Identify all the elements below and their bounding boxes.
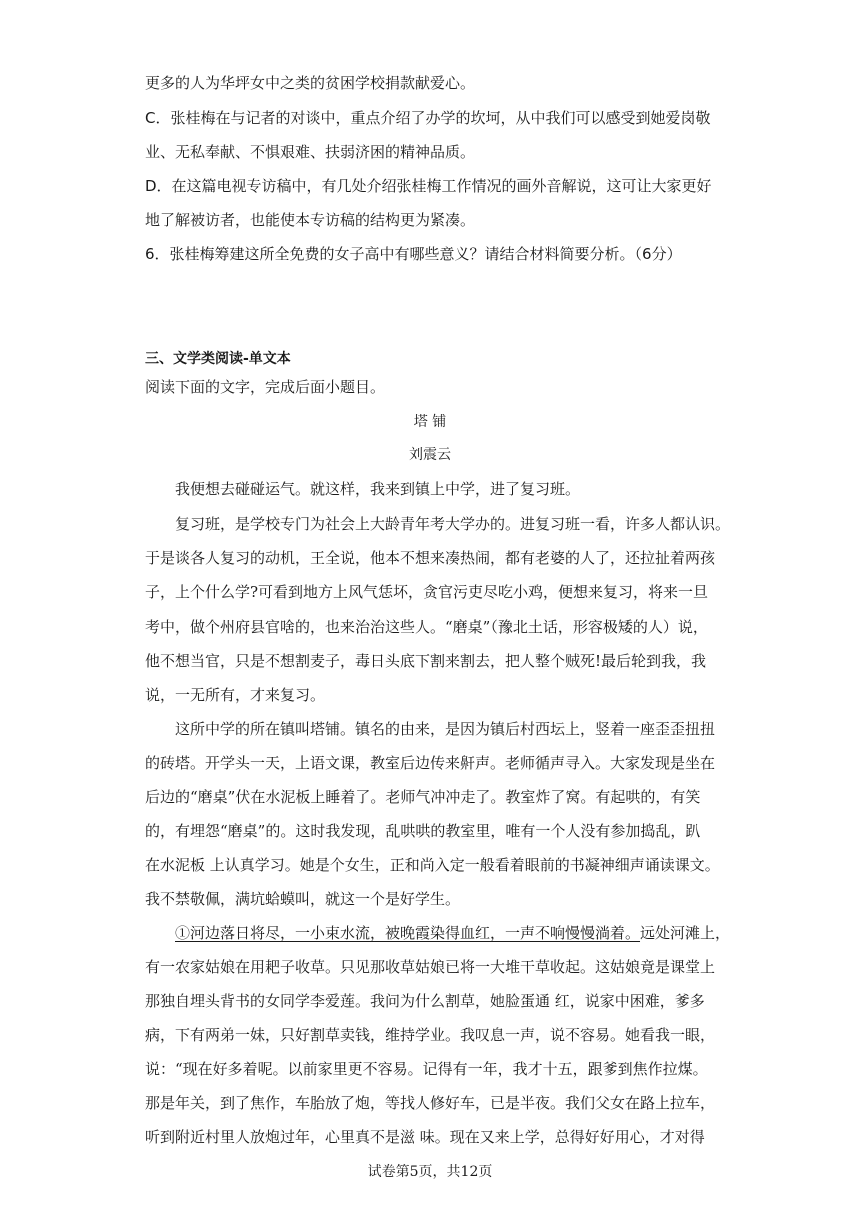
option-d-line-2: 地了解被访者，也能使本专访稿的结构更为紧凑。 — [145, 211, 476, 229]
section-heading: 三、文学类阅读-单文本 — [145, 351, 291, 367]
section-instruction: 阅读下面的文字，完成后面小题目。 — [145, 378, 386, 396]
article-line: 后边的“磨桌”伏在水泥板上睡着了。老师气冲冲走了。教室炸了窝。有起哄的，有笑 — [145, 788, 701, 806]
article-line-remainder: 远处河滩上， — [640, 924, 731, 942]
option-c-line-1: C．张桂梅在与记者的对谈中，重点介绍了办学的坎坷，从中我们可以感受到她爱岗敬 — [145, 109, 711, 127]
article-line: 病，下有两弟一妹，只好割草卖钱，维持学业。我叹息一声，说不容易。她看我一眼， — [145, 1026, 716, 1044]
article-line: 考中，做个州府县官啥的，也来治治这些人。“磨桌”（豫北土话，形容极矮的人）说， — [145, 618, 708, 636]
article-line: 听到附近村里人放炮过年，心里真不是滋 味。现在又来上学，总得好好用心，才对得 — [145, 1128, 705, 1146]
underlined-sentence-1: ①河边落日将尽，一小束水流，被晚霞染得血红，一声不响慢慢淌着。 — [175, 924, 641, 942]
article-line: 有一农家姑娘在用耙子收草。只见那收草姑娘已将一大堆干草收起。这姑娘竟是课堂上 — [145, 958, 716, 976]
article-line: 那是年关，到了焦作，车胎放了炮，等找人修好车，已是半夜。我们父女在路上拉车， — [145, 1094, 716, 1112]
article-line: 这所中学的所在镇叫塔铺。镇名的由来，是因为镇后村西坛上，竖着一座歪歪扭扭 — [175, 720, 716, 738]
article-line: 的，有埋怨“磨桌”的。这时我发现，乱哄哄的教室里，唯有一个人没有参加捣乱，趴 — [145, 822, 701, 840]
article-line: 说，一无所有，才来复习。 — [145, 686, 326, 704]
article-line: 的砖塔。开学头一天，上语文课，教室后边传来鼾声。老师循声寻入。大家发现是坐在 — [145, 754, 716, 772]
article-line: 子，上个什么学?可看到地方上风气恁坏，贪官污吏尽吃小鸡，便想来复习，将来一旦 — [145, 583, 709, 601]
option-b-continuation: 更多的人为华坪女中之类的贫困学校捐款献爱心。 — [145, 74, 476, 92]
article-line-with-underline — [175, 923, 730, 943]
article-title: 塔 铺 — [413, 414, 447, 430]
article-author: 刘震云 — [409, 447, 451, 463]
article-line: 我不禁敬佩，满坑蛤蟆叫，就这一个是好学生。 — [145, 890, 461, 908]
article-line: 在水泥板 上认真学习。她是个女生，正和尚入定一般看着眼前的书凝神细声诵读课文。 — [145, 856, 720, 874]
page-footer: 试卷第5页，共12页 — [367, 1164, 493, 1180]
article-line: 我便想去碰碰运气。就这样，我来到镇上中学，进了复习班。 — [175, 480, 581, 498]
article-line: 他不想当官，只是不想割麦子，毒日头底下割来割去，把人整个贼死!最后轮到我，我 — [145, 652, 707, 670]
article-line: 于是谈各人复习的动机，王全说，他本不想来凑热闹，都有老婆的人了，还拉扯着两孩 — [145, 549, 716, 567]
question-6: 6．张桂梅筹建这所全免费的女子高中有哪些意义？请结合材料简要分析。（6分） — [145, 245, 682, 263]
option-d-line-1: D．在这篇电视专访稿中，有几处介绍张桂梅工作情况的画外音解说，这可让大家更好 — [145, 177, 712, 195]
article-line: 复习班，是学校专门为社会上大龄青年考大学办的。进复习班一看，许多人都认识。 — [175, 515, 731, 533]
option-c-line-2: 业、无私奉献、不惧艰难、扶弱济困的精神品质。 — [145, 143, 476, 161]
article-line: 说：“现在好多着呢。以前家里更不容易。记得有一年，我才十五，跟爹到焦作拉煤。 — [145, 1060, 708, 1078]
article-line: 那独自埋头背书的女同学李爱莲。我问为什么割草，她脸蛋通 红，说家中困难，爹多 — [145, 992, 705, 1010]
